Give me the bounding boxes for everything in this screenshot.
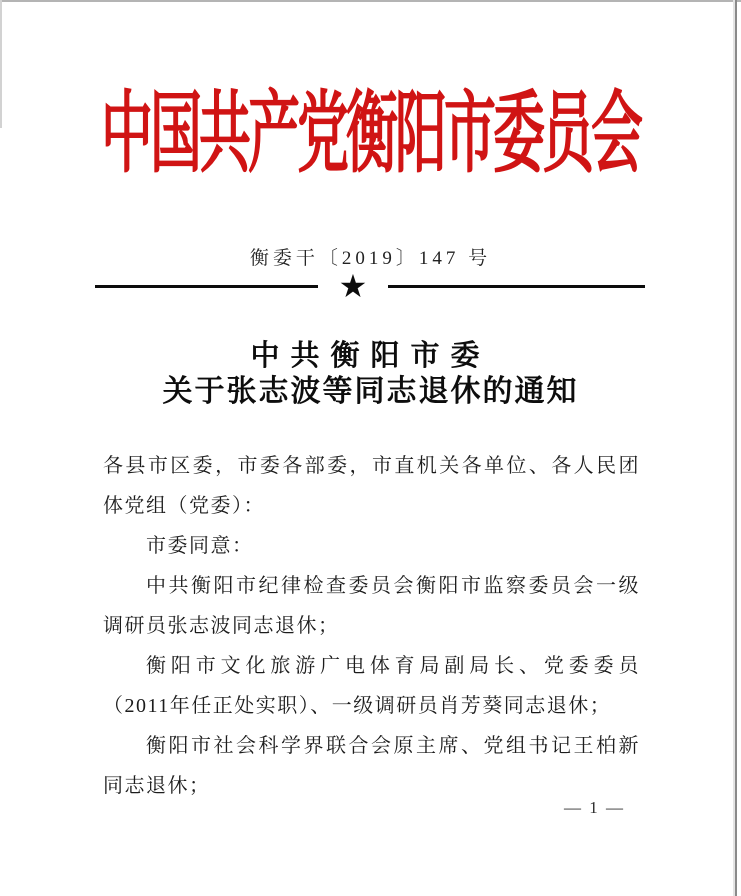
- document-body: [103, 446, 640, 806]
- document-reference-number: 衡委干〔2019〕147 号: [249, 248, 492, 269]
- body-paragraph: 衡阳市社会科学界联合会原主席、党组书记王柏新同志退休；: [103, 735, 640, 797]
- page-number: — 1 —: [564, 798, 625, 817]
- organization-header-title: 中国共产党衡阳市委员会: [100, 86, 640, 185]
- scan-edge-top: [0, 0, 741, 2]
- star-icon: ★: [338, 268, 368, 304]
- divider-line-left: [95, 285, 318, 288]
- body-paragraph: 衡阳市文化旅游广电体育局副局长、党委委员（2011年任正处实职）、一级调研员肖芳葵同志退休；: [103, 655, 640, 717]
- body-paragraph: 中共衡阳市纪律检查委员会衡阳市监察委员会一级调研员张志波同志退休；: [103, 575, 640, 637]
- document-title: [0, 339, 741, 410]
- document-title-line1: 中共衡阳市委: [250, 340, 491, 372]
- body-paragraph: 各县市区委，市委各部委，市直机关各单位、各人民团体党组（党委）：: [103, 455, 640, 517]
- body-paragraph: 市委同意：: [146, 535, 254, 557]
- header-divider: [95, 268, 645, 304]
- document-title-line2: 关于张志波等同志退休的通知: [162, 375, 579, 408]
- divider-line-right: [388, 285, 645, 288]
